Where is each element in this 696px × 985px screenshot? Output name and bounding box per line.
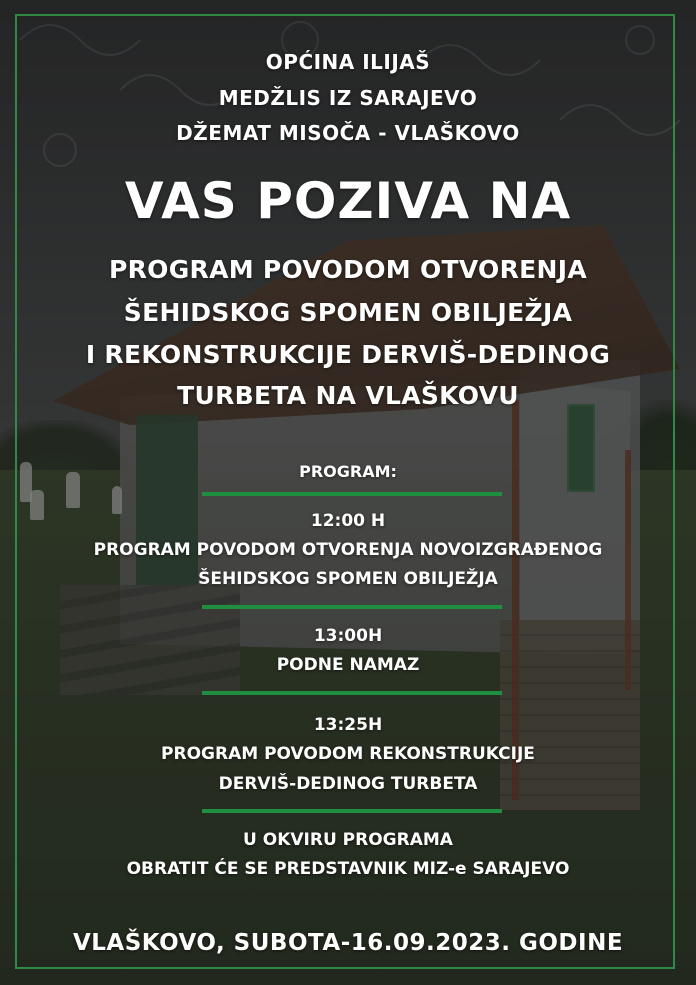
- org-line-dzemat: DŽEMAT MISOČA - VLAŠKOVO: [176, 121, 520, 145]
- program-heading: PROGRAM:: [299, 462, 397, 481]
- program-item-line: ŠEHIDSKOG SPOMEN OBILJEŽJA: [198, 569, 498, 589]
- footer-location-date: VLAŠKOVO, SUBOTA-16.09.2023. GODINE: [72, 930, 624, 956]
- divider: [202, 605, 502, 609]
- program-item-time: 12:00 H: [310, 511, 386, 531]
- org-line-medzlis: MEDŽLIS IZ SARAJEVO: [218, 86, 478, 110]
- program-item-line: PROGRAM POVODOM REKONSTRUKCIJE: [161, 744, 535, 764]
- program-note-line: U OKVIRU PROGRAMA: [243, 830, 453, 850]
- subtitle-line: TURBETA NA VLAŠKOVU: [177, 381, 519, 410]
- divider: [202, 691, 502, 695]
- divider: [202, 809, 502, 813]
- program-item-time: 13:25H: [313, 715, 383, 735]
- program-item-line: PODNE NAMAZ: [276, 655, 420, 675]
- program-item-line: PROGRAM POVODOM OTVORENJA NOVOIZGRAĐENOG: [93, 540, 603, 560]
- subtitle-line: PROGRAM POVODOM OTVORENJA: [108, 255, 588, 284]
- subtitle-line: I REKONSTRUKCIJE DERVIŠ-DEDINOG: [85, 340, 611, 369]
- program-note-line: OBRATIT ĆE SE PREDSTAVNIK MIZ-e SARAJEVO: [126, 859, 570, 879]
- divider: [202, 492, 502, 496]
- program-item-line: DERVIŠ-DEDINOG TURBETA: [218, 774, 478, 794]
- main-title: VAS POZIVA NA: [124, 172, 572, 230]
- program-item-time: 13:00H: [313, 626, 383, 646]
- org-line-municipality: OPĆINA ILIJAŠ: [265, 50, 431, 74]
- subtitle-line: ŠEHIDSKOG SPOMEN OBILJEŽJA: [123, 298, 573, 327]
